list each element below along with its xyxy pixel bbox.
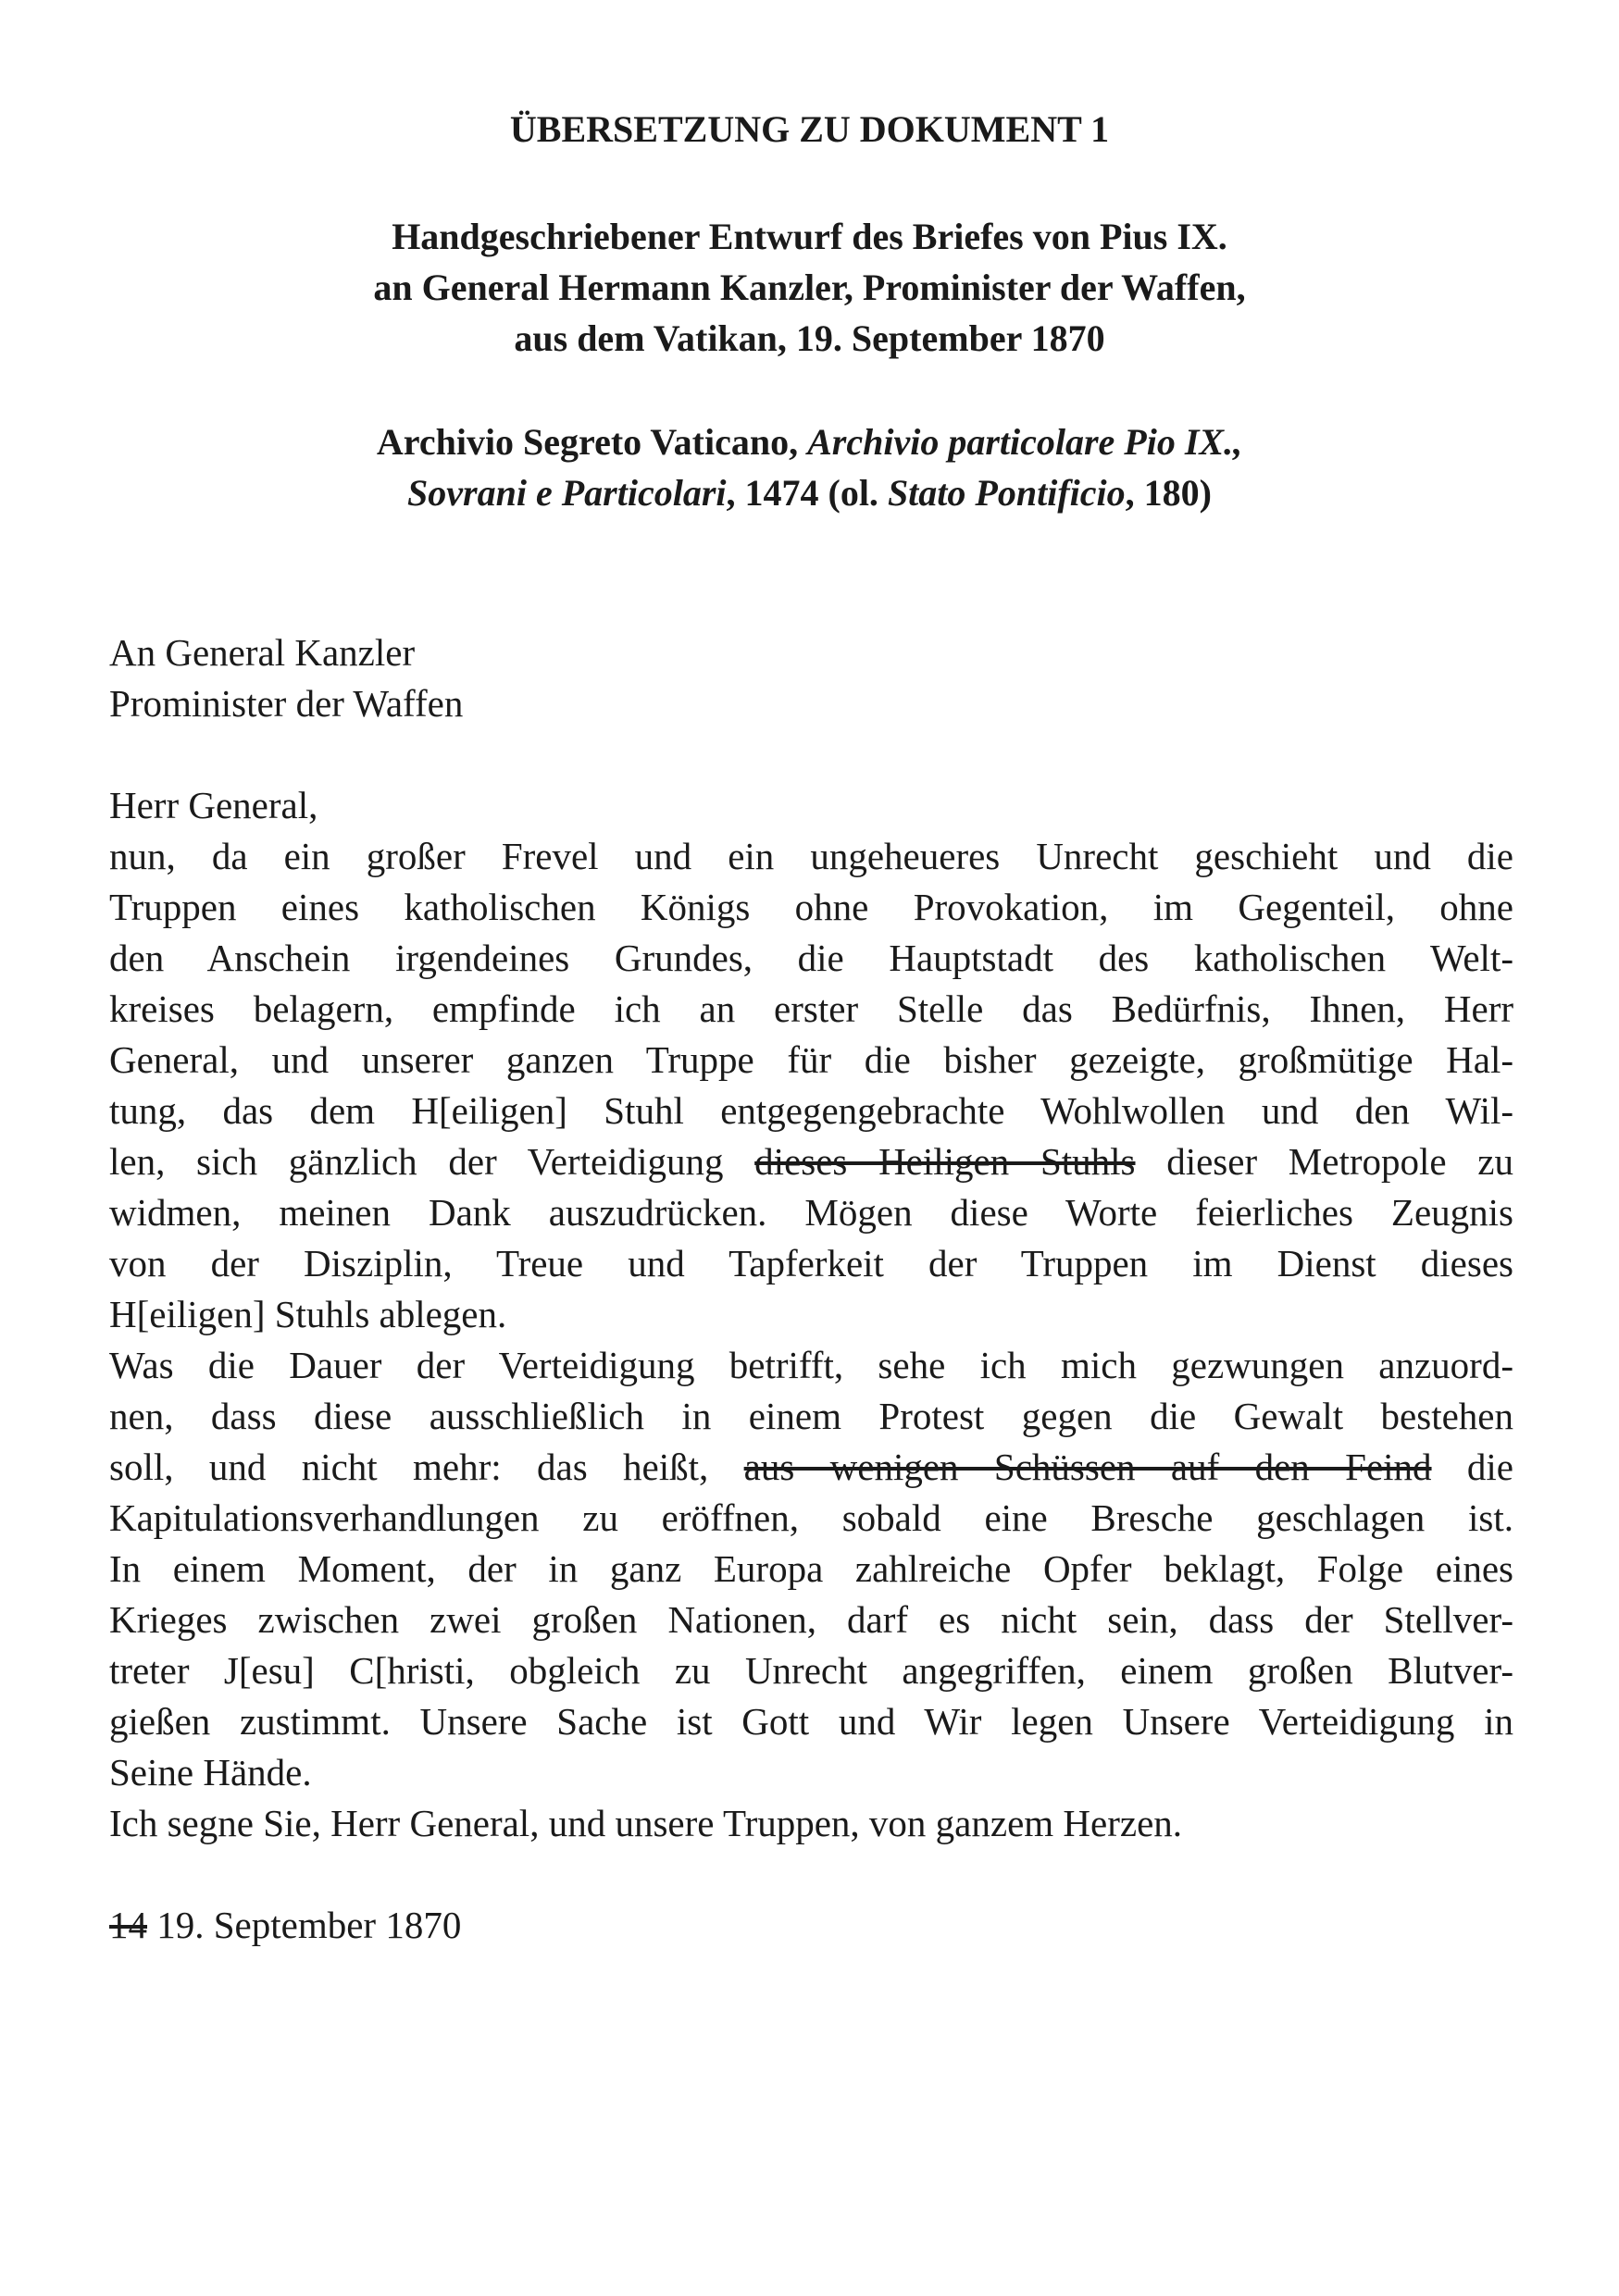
text-line: nun, da ein großer Frevel und ein ungeheueres Unrecht geschieht und die — [109, 835, 1513, 877]
source-series-name: Sovrani e Particolari — [407, 472, 727, 514]
source-number: , 1474 (ol. — [726, 472, 888, 514]
struck-text: aus wenigen Schüssen auf den Feind — [743, 1446, 1432, 1488]
addressee-line: Prominister der Waffen — [109, 682, 464, 725]
paragraph-1 — [109, 831, 1513, 1340]
text-line: Seine Hände. — [109, 1751, 312, 1793]
addressee-line: An General Kanzler — [109, 631, 416, 674]
source-old-series-name: Stato Pontificio — [887, 472, 1126, 514]
letter-body — [109, 627, 1513, 1951]
text-line: H[eiligen] Stuhls ablegen. — [109, 1293, 507, 1335]
text-segment: dieser Metropole zu — [1135, 1140, 1513, 1183]
paragraph-2 — [109, 1340, 1513, 1798]
source-fonds-name: Archivio particolare Pio IX., — [807, 421, 1243, 463]
spacer — [109, 729, 1513, 780]
title-line: aus dem Vatikan, 19. September 1870 — [514, 317, 1105, 359]
text-line: widmen, meinen Dank auszudrücken. Mögen diese Worte feierliches Zeugnis — [109, 1191, 1513, 1234]
source-archive-name: Archivio Segreto Vaticano, — [376, 421, 808, 463]
heading-text: ÜBERSETZUNG ZU DOKUMENT 1 — [509, 108, 1110, 150]
text-line: Krieges zwischen zwei großen Nationen, darf es nicht sein, dass der Stellver- — [109, 1598, 1513, 1641]
spacer — [109, 1849, 1513, 1900]
text-line: von der Disziplin, Treue und Tapferkeit der Truppen im Dienst dieses — [109, 1242, 1513, 1285]
archive-source — [0, 416, 1619, 518]
text-line: gießen zustimmt. Unsere Sache ist Gott und Wir legen Unsere Verteidigung in — [109, 1700, 1513, 1743]
text-line: den Anschein irgendeines Grundes, die Hauptstadt des katholischen Welt- — [109, 937, 1513, 979]
text-line: Kapitulationsverhandlungen zu eröffnen, sobald eine Bresche geschlagen ist. — [109, 1496, 1513, 1539]
blessing: Ich segne Sie, Herr General, und unsere Truppen, von ganzem Herzen. — [109, 1802, 1183, 1844]
document-title — [0, 211, 1619, 364]
text-segment: die — [1431, 1446, 1513, 1488]
title-line: an General Hermann Kanzler, Prominister der Waffen, — [373, 267, 1246, 308]
text-line: In einem Moment, der in ganz Europa zahlreiche Opfer beklagt, Folge eines — [109, 1547, 1513, 1590]
text-line: Was die Dauer der Verteidigung betrifft, sehe ich mich gezwungen anzuord- — [109, 1344, 1513, 1386]
struck-date: 14 — [109, 1904, 147, 1946]
source-line — [0, 416, 1619, 467]
text-line: General, und unserer ganzen Truppe für die bisher gezeigte, großmütige Hal- — [109, 1038, 1513, 1081]
text-line: treter J[esu] C[hristi, obgleich zu Unrecht angegriffen, einem großen Blutver- — [109, 1649, 1513, 1692]
date-text: 19. September 1870 — [147, 1904, 462, 1946]
text-line — [109, 1442, 1513, 1493]
text-line: kreises belagern, empfinde ich an erster Stelle das Bedürfnis, Ihnen, Herr — [109, 987, 1513, 1030]
letter-date — [109, 1900, 1513, 1951]
source-line — [0, 467, 1619, 518]
text-segment: soll, und nicht mehr: das heißt, — [109, 1446, 744, 1488]
salutation: Herr General, — [109, 784, 318, 826]
text-line — [109, 1136, 1513, 1187]
text-line: nen, dass diese ausschließlich in einem Protest gegen die Gewalt bestehen — [109, 1395, 1513, 1437]
struck-text: dieses Heiligen Stuhls — [754, 1140, 1136, 1183]
document-heading — [0, 104, 1619, 155]
text-line: Truppen eines katholischen Königs ohne Provokation, im Gegenteil, ohne — [109, 886, 1513, 928]
text-segment: len, sich gänzlich der Verteidigung — [109, 1140, 755, 1183]
text-line: tung, das dem H[eiligen] Stuhl entgegengebrachte Wohlwollen und den Wil- — [109, 1089, 1513, 1132]
source-old-number: , 180) — [1125, 472, 1212, 514]
title-line: Handgeschriebener Entwurf des Briefes von Pius IX. — [392, 216, 1227, 257]
